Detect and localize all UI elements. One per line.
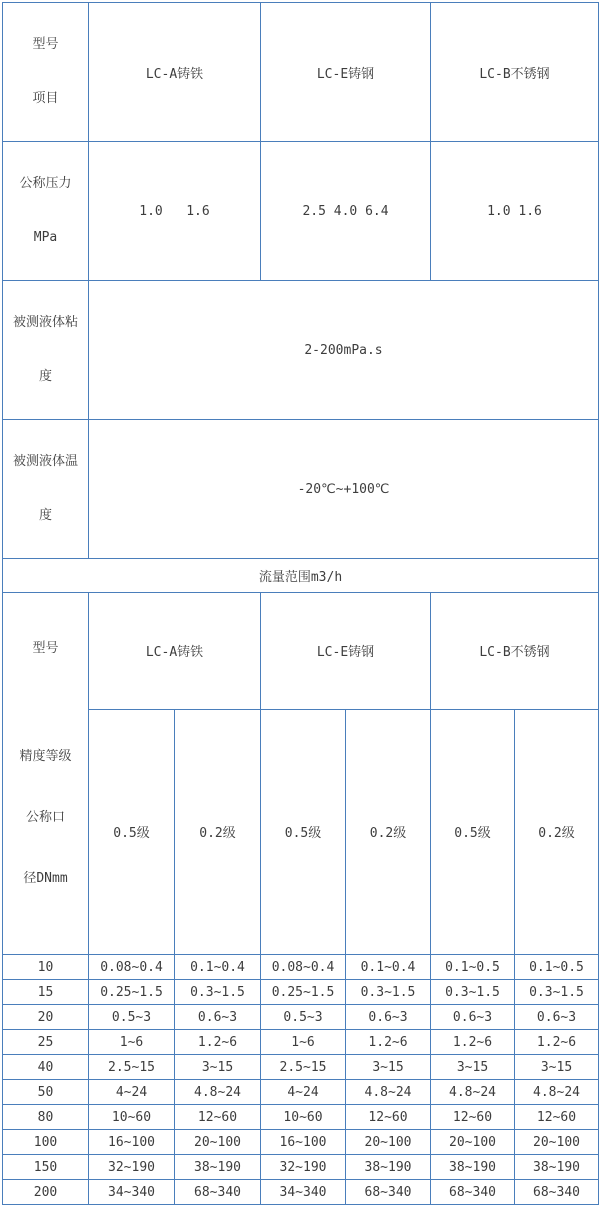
table-row bbox=[3, 980, 599, 1005]
flow-cell: 2.5~15 bbox=[89, 1055, 175, 1080]
accuracy-class-cell: 0.5级 bbox=[431, 709, 515, 954]
dn-cell: 10 bbox=[3, 955, 89, 980]
accuracy-class-cell: 0.2级 bbox=[515, 709, 599, 954]
flow-cell: 0.1~0.5 bbox=[515, 955, 599, 980]
dn-cell: 20 bbox=[3, 1005, 89, 1030]
flow-cell: 0.1~0.4 bbox=[175, 955, 261, 980]
flow-cell: 4.8~24 bbox=[431, 1080, 515, 1105]
table-row bbox=[3, 709, 599, 954]
corner-header-line1: 型号 bbox=[32, 37, 59, 52]
dn-cell: 100 bbox=[3, 1130, 89, 1155]
table-row bbox=[3, 1155, 599, 1180]
pressure-value-lce: 2.5 4.0 6.4 bbox=[261, 142, 431, 281]
viscosity-value: 2-200mPa.s bbox=[89, 281, 599, 420]
flow-cell: 0.08~0.4 bbox=[261, 955, 346, 980]
flow-cell: 2.5~15 bbox=[261, 1055, 346, 1080]
model-header-lcb: LC-B不锈钢 bbox=[431, 3, 599, 142]
flow-cell: 0.08~0.4 bbox=[89, 955, 175, 980]
dn-label-line1: 精度等级 bbox=[19, 749, 72, 764]
model-label: 型号 bbox=[32, 640, 59, 656]
model-dn-header-cell bbox=[3, 593, 89, 955]
flow-cell: 0.25~1.5 bbox=[261, 980, 346, 1005]
table-row bbox=[3, 1030, 599, 1055]
flow-cell: 68~340 bbox=[515, 1180, 599, 1205]
flow-cell: 3~15 bbox=[175, 1055, 261, 1080]
flow-cell: 38~190 bbox=[175, 1155, 261, 1180]
table-row bbox=[3, 1130, 599, 1155]
corner-header-cell bbox=[3, 3, 89, 142]
table-row bbox=[3, 955, 599, 980]
flow-cell: 3~15 bbox=[346, 1055, 431, 1080]
table-row bbox=[3, 142, 599, 281]
flow-cell: 10~60 bbox=[261, 1105, 346, 1130]
flow-cell: 34~340 bbox=[261, 1180, 346, 1205]
model-header-lca: LC-A铸铁 bbox=[89, 3, 261, 142]
flow-cell: 0.6~3 bbox=[515, 1005, 599, 1030]
temperature-label-line2: 度 bbox=[38, 508, 52, 523]
flow-cell: 4.8~24 bbox=[346, 1080, 431, 1105]
flow-cell: 16~100 bbox=[261, 1130, 346, 1155]
table-row bbox=[3, 1180, 599, 1205]
accuracy-class-cell: 0.5级 bbox=[261, 709, 346, 954]
viscosity-label-line2: 度 bbox=[38, 369, 52, 384]
flow-cell: 20~100 bbox=[175, 1130, 261, 1155]
flow-cell: 0.1~0.4 bbox=[346, 955, 431, 980]
flow-cell: 20~100 bbox=[515, 1130, 599, 1155]
flow-cell: 32~190 bbox=[261, 1155, 346, 1180]
flow-cell: 3~15 bbox=[515, 1055, 599, 1080]
model-header-lce: LC-E铸钢 bbox=[261, 3, 431, 142]
flow-cell: 38~190 bbox=[346, 1155, 431, 1180]
flow-cell: 12~60 bbox=[515, 1105, 599, 1130]
viscosity-label-cell bbox=[3, 281, 89, 420]
flow-cell: 68~340 bbox=[346, 1180, 431, 1205]
table-row bbox=[3, 1005, 599, 1030]
corner-header-line2: 项目 bbox=[32, 91, 59, 106]
flow-cell: 0.3~1.5 bbox=[515, 980, 599, 1005]
flow-cell: 4~24 bbox=[89, 1080, 175, 1105]
dn-cell: 40 bbox=[3, 1055, 89, 1080]
flow-cell: 1.2~6 bbox=[175, 1030, 261, 1055]
temperature-label-line1: 被测液体温 bbox=[12, 454, 78, 469]
pressure-label-line2: MPa bbox=[33, 230, 58, 245]
flow-cell: 4.8~24 bbox=[175, 1080, 261, 1105]
flow-cell: 38~190 bbox=[515, 1155, 599, 1180]
flow-cell: 12~60 bbox=[431, 1105, 515, 1130]
dn-label-line3: 径DNmm bbox=[23, 871, 68, 886]
pressure-label-cell bbox=[3, 142, 89, 281]
pressure-value-lca: 1.0 1.6 bbox=[89, 142, 261, 281]
flow-cell: 1.2~6 bbox=[346, 1030, 431, 1055]
flow-cell: 12~60 bbox=[346, 1105, 431, 1130]
flow-cell: 4~24 bbox=[261, 1080, 346, 1105]
flow-cell: 1~6 bbox=[261, 1030, 346, 1055]
dn-cell: 80 bbox=[3, 1105, 89, 1130]
flow-cell: 34~340 bbox=[89, 1180, 175, 1205]
temperature-label-cell bbox=[3, 420, 89, 559]
flow-cell: 3~15 bbox=[431, 1055, 515, 1080]
flow-cell: 4.8~24 bbox=[515, 1080, 599, 1105]
flow-cell: 1~6 bbox=[89, 1030, 175, 1055]
temperature-value: -20℃~+100℃ bbox=[89, 420, 599, 559]
accuracy-class-cell: 0.2级 bbox=[346, 709, 431, 954]
table-row bbox=[3, 281, 599, 420]
model2-header-lca: LC-A铸铁 bbox=[89, 593, 261, 710]
flow-cell: 32~190 bbox=[89, 1155, 175, 1180]
flow-cell: 12~60 bbox=[175, 1105, 261, 1130]
flow-cell: 20~100 bbox=[346, 1130, 431, 1155]
flow-cell: 68~340 bbox=[175, 1180, 261, 1205]
pressure-value-lcb: 1.0 1.6 bbox=[431, 142, 599, 281]
flow-cell: 0.6~3 bbox=[431, 1005, 515, 1030]
flow-range-title: 流量范围m3/h bbox=[3, 559, 599, 593]
model2-header-lcb: LC-B不锈钢 bbox=[431, 593, 599, 710]
flow-cell: 0.25~1.5 bbox=[89, 980, 175, 1005]
flow-cell: 0.5~3 bbox=[261, 1005, 346, 1030]
flow-cell: 1.2~6 bbox=[515, 1030, 599, 1055]
flow-cell: 0.6~3 bbox=[175, 1005, 261, 1030]
flow-cell: 20~100 bbox=[431, 1130, 515, 1155]
flow-cell: 38~190 bbox=[431, 1155, 515, 1180]
table-row bbox=[3, 1055, 599, 1080]
table-row bbox=[3, 1080, 599, 1105]
flow-cell: 0.1~0.5 bbox=[431, 955, 515, 980]
spec-table bbox=[2, 2, 599, 1205]
pressure-label-line1: 公称压力 bbox=[19, 176, 72, 191]
accuracy-class-cell: 0.5级 bbox=[89, 709, 175, 954]
dn-label-line2: 公称口 bbox=[25, 810, 65, 825]
table-row bbox=[3, 3, 599, 142]
dn-cell: 200 bbox=[3, 1180, 89, 1205]
table-row bbox=[3, 559, 599, 593]
flow-cell: 0.3~1.5 bbox=[175, 980, 261, 1005]
flow-cell: 1.2~6 bbox=[431, 1030, 515, 1055]
flow-cell: 0.3~1.5 bbox=[346, 980, 431, 1005]
flow-cell: 68~340 bbox=[431, 1180, 515, 1205]
dn-cell: 25 bbox=[3, 1030, 89, 1055]
dn-label-block bbox=[3, 711, 88, 924]
accuracy-class-cell: 0.2级 bbox=[175, 709, 261, 954]
flow-cell: 0.3~1.5 bbox=[431, 980, 515, 1005]
flow-cell: 10~60 bbox=[89, 1105, 175, 1130]
flow-cell: 0.5~3 bbox=[89, 1005, 175, 1030]
table-row bbox=[3, 593, 599, 710]
table-row bbox=[3, 1105, 599, 1130]
dn-cell: 150 bbox=[3, 1155, 89, 1180]
dn-cell: 50 bbox=[3, 1080, 89, 1105]
flow-cell: 0.6~3 bbox=[346, 1005, 431, 1030]
flow-cell: 16~100 bbox=[89, 1130, 175, 1155]
table-row bbox=[3, 420, 599, 559]
dn-cell: 15 bbox=[3, 980, 89, 1005]
viscosity-label-line1: 被测液体粘 bbox=[12, 315, 78, 330]
model2-header-lce: LC-E铸钢 bbox=[261, 593, 431, 710]
